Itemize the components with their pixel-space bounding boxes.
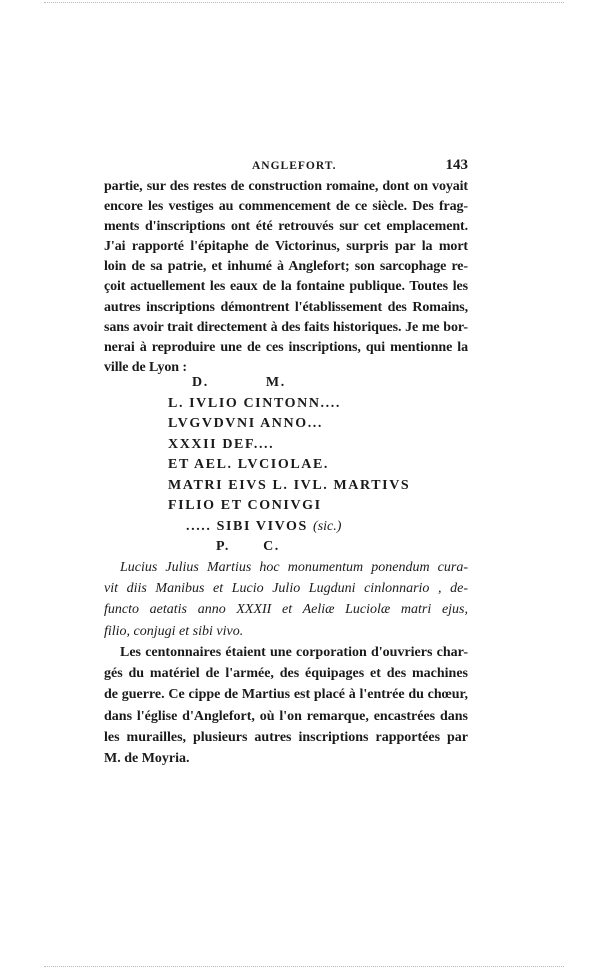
inscription-sibi-text: ..... SIBI VIVOS xyxy=(186,518,308,534)
inscription-line: FILIO ET CONIVGI xyxy=(168,498,322,513)
inscription-line: XXXII DEF.... xyxy=(168,436,275,452)
inscription-line: D. M. xyxy=(192,375,286,390)
text-line: partie, sur des restes de construction romaine, dont on voyait xyxy=(104,179,468,194)
running-title: ANGLEFORT. xyxy=(252,160,337,172)
inscription-line xyxy=(168,517,428,538)
text-line: loin de sa patrie, et inhumé à Anglefort; son sarcophage re- xyxy=(104,259,468,275)
inscription-line: ET AEL. LVCIOLAE. xyxy=(168,457,330,472)
inscription-closing: P. C. xyxy=(216,539,280,554)
text-line: M. de Moyria. xyxy=(104,751,190,767)
translation-line: vit diis Manibus et Lucio Julio Lugduni cinlonnario , de- xyxy=(104,581,468,597)
paragraph-centonnaires xyxy=(104,642,468,769)
translation-line: functo aetatis anno XXXII et Aeliæ Luciolæ matri ejus, xyxy=(104,602,468,618)
translation-line: Lucius Julius Martius hoc monumentum ponendum cura- xyxy=(120,560,468,575)
bottom-dotted-rule xyxy=(44,966,564,967)
text-line: dans l'église d'Anglefort, où l'on remarque, encastrées dans xyxy=(104,708,468,724)
text-line: gés du matériel de l'armée, des équipages et des machines xyxy=(104,666,468,682)
text-line: nerai à reproduire une de ces inscriptions, qui mentionne la xyxy=(104,339,468,355)
text-line: encore les vestiges au commencement de ce siècle. Des frag- xyxy=(104,199,468,215)
inscription-line: MATRI EIVS L. IVL. MARTIVS xyxy=(168,477,411,493)
latin-inscription xyxy=(168,373,428,558)
text-line: les murailles, plusieurs autres inscriptions rapportées par xyxy=(104,729,468,745)
latin-translation xyxy=(104,557,468,642)
text-line: J'ai rapporté l'épitaphe de Victorinus, surpris par la mort xyxy=(104,239,468,255)
inscription-line: L. IVLIO CINTONN.... xyxy=(168,395,341,411)
text-line: çoit actuellement les eaux de la fontaine publique. Toutes les xyxy=(104,279,468,295)
page-number: 143 xyxy=(445,157,468,173)
text-line: ments d'inscriptions ont été retrouvés sur cet emplacement. xyxy=(104,219,468,235)
paragraph-romans xyxy=(104,177,468,378)
text-line: sans avoir trait directement à des faits historiques. Je me bor- xyxy=(104,319,468,335)
translation-line: filio, conjugi et sibi vivo. xyxy=(104,623,244,639)
sic-note: (sic.) xyxy=(313,518,342,534)
text-line: Les centonnaires étaient une corporation d'ouvriers char- xyxy=(120,645,468,660)
running-head xyxy=(104,157,468,177)
text-line: autres inscriptions démontrent l'établissement des Romains, xyxy=(104,299,468,315)
top-dotted-rule xyxy=(44,2,564,3)
text-line: de guerre. Ce cippe de Martius est placé à l'entrée du chœur, xyxy=(104,687,468,703)
inscription-line: LVGVDVNI ANNO... xyxy=(168,416,323,431)
text-line: ville de Lyon : xyxy=(104,359,187,375)
